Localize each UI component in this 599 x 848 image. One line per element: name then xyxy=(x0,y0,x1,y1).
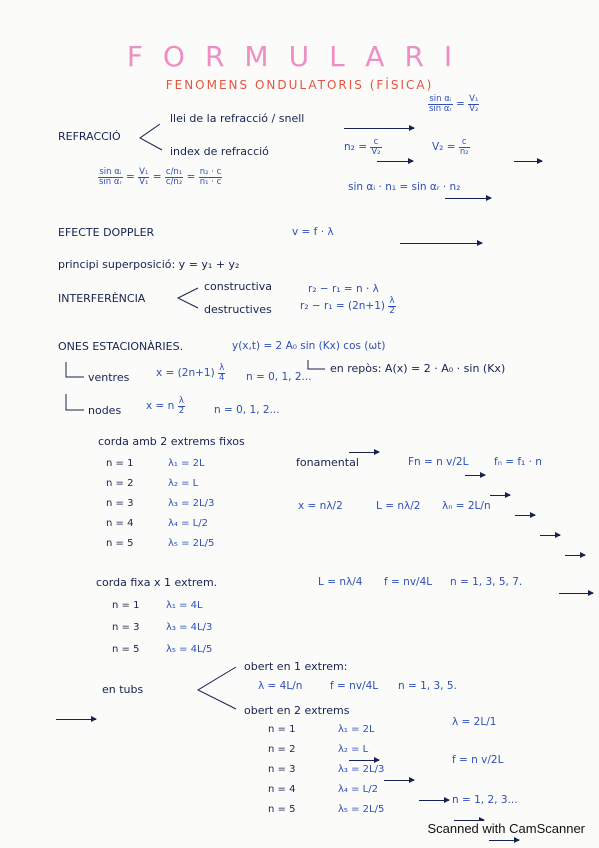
tubs-lambda-eq: λ = 2L/1 xyxy=(452,716,497,728)
tubs-lambda: λ₅ = 2L/5 xyxy=(338,804,385,815)
corda-un-f-eq: f = nv/4L xyxy=(384,576,433,588)
arrow xyxy=(465,475,485,476)
estacionaries-formula: y(x,t) = 2 A₀ sin (Kx) cos (ωt) xyxy=(232,340,386,352)
obert-1-f: f = nv/4L xyxy=(330,680,379,692)
arrow xyxy=(490,495,510,496)
corda-un-n: n = 1, 3, 5, 7. xyxy=(450,576,523,588)
interferencia-label: INTERFERÈNCIA xyxy=(58,292,146,305)
nodes-label: nodes xyxy=(88,404,122,417)
corda-un-lambda: λ₁ = 4L xyxy=(166,600,203,611)
corda-dos-n: n = 4 xyxy=(106,518,134,529)
ventres-hook xyxy=(66,362,84,377)
arrow xyxy=(349,452,379,453)
constructiva-label: constructiva xyxy=(204,280,272,293)
arrow xyxy=(400,243,482,244)
nodes-hook xyxy=(66,394,84,410)
scanner-watermark: Scanned with CamScanner xyxy=(427,821,585,836)
index-formula-2: V₂ = $\frac{c}{\text{n₂}}$ xyxy=(432,137,469,157)
destructiva-label: destructives xyxy=(204,303,272,316)
arrow xyxy=(445,198,491,199)
refraccio-chain: $\frac{\text{sin αᵢ}}{\text{sin αᵣ}}$ = $\frac{\text{V₁}}{\text{V₁}}$ = $\frac{\text{c/n₁}}{\text{c/n₂}}$ = $\frac{\text{n₂ · c}}{\text{n₁ · c}}$ xyxy=(99,167,222,187)
fn2-formula: fₙ = f₁ · n xyxy=(494,456,542,468)
corda-un-n-row: n = 5 xyxy=(112,644,140,655)
tubs-n-row: n = 3 xyxy=(268,764,296,775)
corda-dos-lambda: λ₃ = 2L/3 xyxy=(168,498,215,509)
lambda-n-eq: λₙ = 2L/n xyxy=(442,500,491,512)
tubs-n-row: n = 1 xyxy=(268,724,296,735)
nodes-eq: x = n $\frac{\lambda}{2}$ xyxy=(146,396,185,416)
tubs-n-row: n = 5 xyxy=(268,804,296,815)
tubs-n-row: n = 2 xyxy=(268,744,296,755)
repos-text: en repòs: A(x) = 2 · A₀ · sin (Kx) xyxy=(330,362,506,375)
arrow xyxy=(559,593,593,594)
arrow xyxy=(565,555,585,556)
x-eq: x = nλ/2 xyxy=(298,500,343,512)
superposicio-text: principi superposició: y = y₁ + y₂ xyxy=(58,258,240,271)
interferencia-bracket xyxy=(178,288,198,308)
tubs-bracket xyxy=(198,667,236,709)
arrow xyxy=(377,161,413,162)
page-title: FORMULARI xyxy=(126,40,473,73)
corda-un-label: corda fixa x 1 extrem. xyxy=(96,576,218,589)
refraccio-label: REFRACCIÓ xyxy=(58,130,121,143)
tubs-lambda: λ₃ = 2L/3 xyxy=(338,764,385,775)
corda-un-n-row: n = 3 xyxy=(112,622,140,633)
corda-un-lambda: λ₅ = 4L/5 xyxy=(166,644,213,655)
corda-un-lambda: λ₃ = 4L/3 xyxy=(166,622,213,633)
corda-dos-n: n = 1 xyxy=(106,458,134,469)
tubs-lambda: λ₄ = L/2 xyxy=(338,784,378,795)
corda-dos-lambda: λ₄ = L/2 xyxy=(168,518,208,529)
corda-dos-label: corda amb 2 extrems fixos xyxy=(98,435,245,448)
arrow xyxy=(56,719,96,720)
tubs-lambda: λ₂ = L xyxy=(338,744,369,755)
corda-dos-lambda: λ₂ = L xyxy=(168,478,199,489)
snell-formula: $\frac{\text{sin αᵢ}}{\text{sin αᵣ}}$ = $\frac{\text{V₁}}{\text{V₂}}$ xyxy=(429,94,479,114)
l-eq: L = nλ/2 xyxy=(376,500,421,512)
ventres-eq: x = (2n+1) $\frac{\lambda}{4}$ xyxy=(156,363,225,383)
ventres-n: n = 0, 1, 2... xyxy=(246,371,312,383)
snell-label: llei de la refracció / snell xyxy=(170,112,305,125)
ventres-label: ventres xyxy=(88,371,130,384)
fonamental-label: fonamental xyxy=(296,456,359,469)
corda-un-l-eq: L = nλ/4 xyxy=(318,576,363,588)
obert-2-label: obert en 2 extrems xyxy=(244,704,350,717)
arrow xyxy=(514,161,542,162)
corda-dos-n: n = 5 xyxy=(106,538,134,549)
obert-1-lambda: λ = 4L/n xyxy=(258,680,303,692)
corda-dos-n: n = 2 xyxy=(106,478,134,489)
destructiva-eq: r₂ − r₁ = (2n+1) $\frac{\lambda}{2}$ xyxy=(300,296,395,316)
arrow xyxy=(489,840,519,841)
index-formula: n₂ = $\frac{c}{\text{V₂}}$ xyxy=(344,137,381,157)
corda-un-n-row: n = 1 xyxy=(112,600,140,611)
tubs-f-eq: f = n v/2L xyxy=(452,754,504,766)
arrow xyxy=(344,128,414,129)
refraccio-result: sin αᵢ · n₁ = sin αᵣ · n₂ xyxy=(348,181,461,193)
tubs-label: en tubs xyxy=(102,683,144,696)
repos-hook xyxy=(308,360,325,369)
tubs-n-row: n = 4 xyxy=(268,784,296,795)
arrow xyxy=(515,515,535,516)
nodes-n: n = 0, 1, 2... xyxy=(214,404,280,416)
doppler-label: EFECTE DOPPLER xyxy=(58,226,155,239)
fn-formula: Fn = n v/2L xyxy=(408,456,469,468)
obert-1-label: obert en 1 extrem: xyxy=(244,660,348,673)
constructiva-eq: r₂ − r₁ = n · λ xyxy=(308,283,379,295)
tubs-lambda: λ₁ = 2L xyxy=(338,724,375,735)
obert-1-n: n = 1, 3, 5. xyxy=(398,680,457,692)
arrow xyxy=(540,535,560,536)
corda-dos-lambda: λ₅ = 2L/5 xyxy=(168,538,215,549)
refraccio-bracket xyxy=(140,124,162,150)
corda-dos-n: n = 3 xyxy=(106,498,134,509)
index-label: index de refracció xyxy=(170,145,269,158)
arrow xyxy=(419,800,449,801)
arrow xyxy=(384,780,414,781)
arrow xyxy=(349,760,379,761)
tubs-n-vals: n = 1, 2, 3... xyxy=(452,794,518,806)
estacionaries-label: ONES ESTACIONÀRIES. xyxy=(58,340,184,353)
corda-dos-lambda: λ₁ = 2L xyxy=(168,458,205,469)
doppler-formula: v = f · λ xyxy=(292,226,334,238)
page-subtitle: FENOMENS ONDULATORIS (FÍSICA) xyxy=(165,78,434,92)
